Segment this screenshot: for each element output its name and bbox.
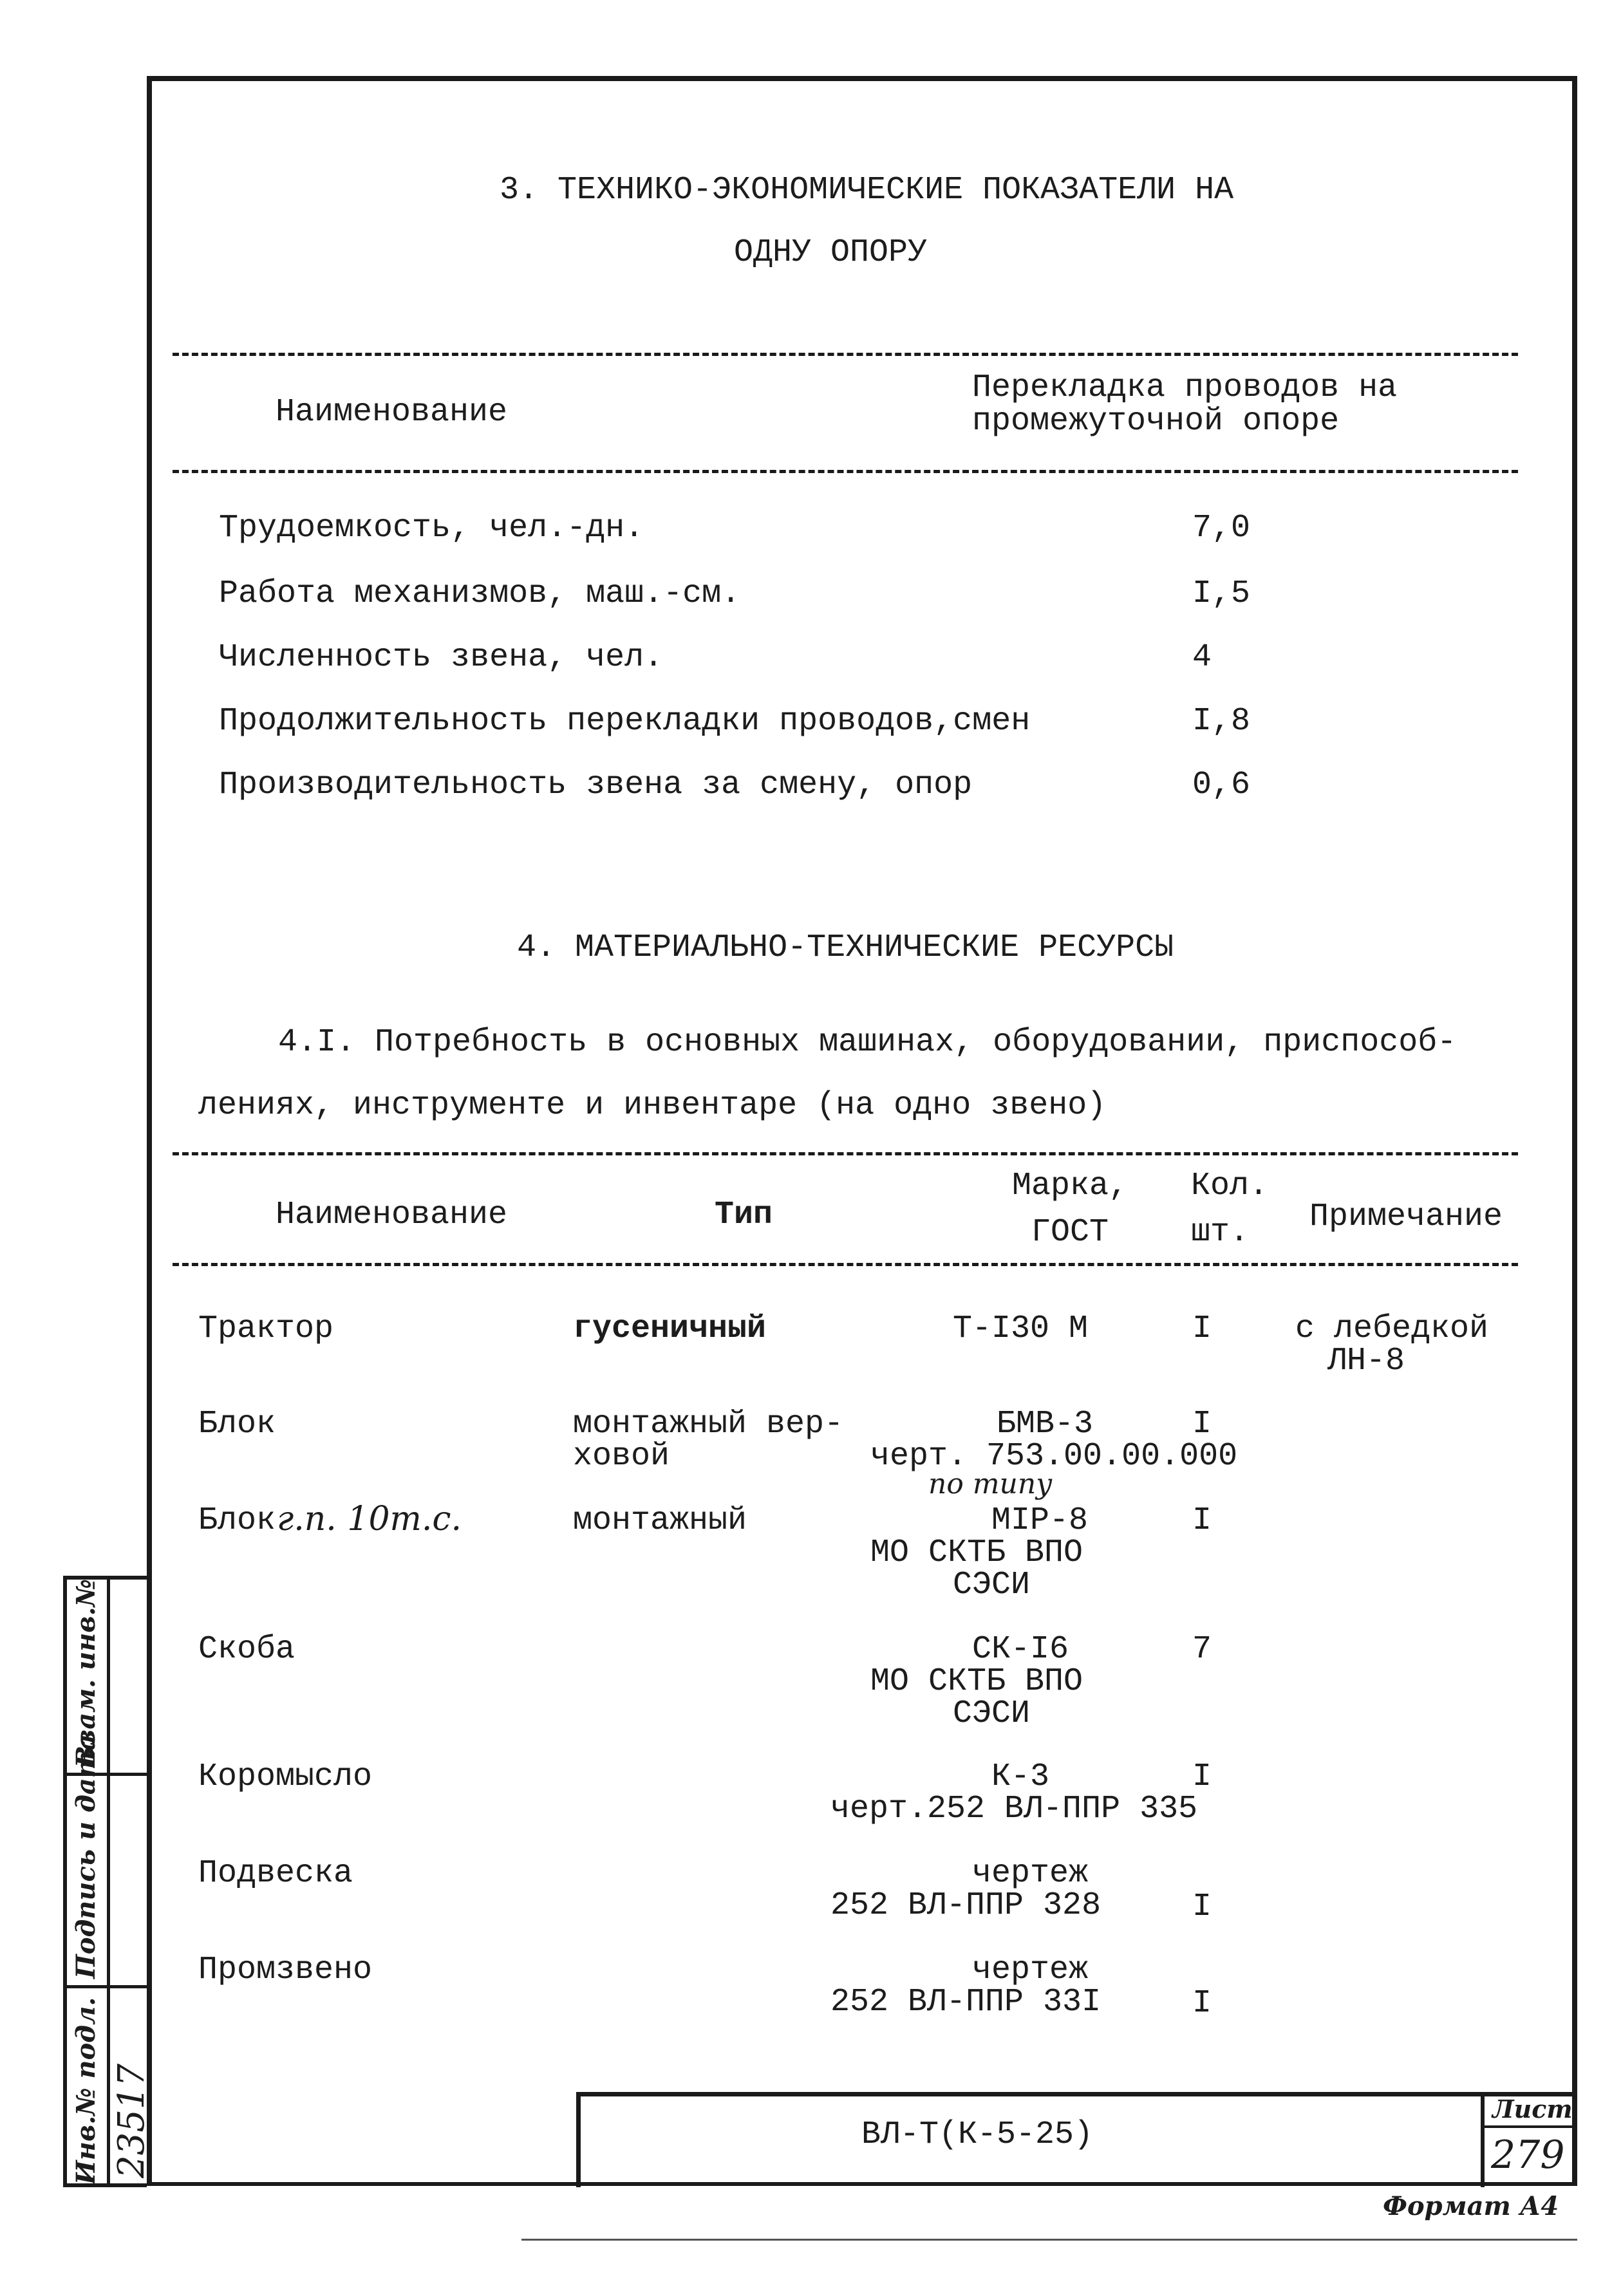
indicators-header-value-line2: промежуточной опоре (972, 403, 1340, 440)
table-top-rule (173, 353, 1518, 356)
resource-type-line1: монтажный вер- (573, 1406, 844, 1442)
resources-header-mark-line2: ГОСТ (1031, 1214, 1109, 1251)
indicator-name: Трудоемкость, чел.-дн. (219, 510, 644, 546)
title-block-divider (1481, 2125, 1577, 2128)
resource-name: Промзвено (198, 1952, 373, 1988)
indicator-value: 7,0 (1192, 510, 1251, 546)
resources-top-rule (173, 1152, 1518, 1155)
resource-mark-handwritten: по типу (928, 1468, 1053, 1500)
resource-qty: 7 (1192, 1631, 1212, 1668)
resource-note-line2: ЛН-8 (1327, 1343, 1405, 1379)
resource-mark-line3: СЭСИ (953, 1695, 1031, 1732)
side-stamp (63, 1576, 153, 2187)
indicators-header-name: Наименование (276, 394, 508, 431)
section4-paragraph-line1: 4.I. Потребность в основных машинах, оборудовании, приспособ- (278, 1024, 1457, 1061)
indicator-name: Производительность звена за смену, опор (219, 767, 973, 803)
resource-mark-line1: чертеж (972, 1952, 1089, 1988)
resource-mark-line1: СК-I6 (972, 1631, 1069, 1668)
resource-name-handwritten: г.п. 10т.с. (277, 1500, 462, 1538)
format-label: Формат А4 (1383, 2191, 1559, 2221)
resource-type: гусеничный (573, 1311, 767, 1347)
resources-header-note: Примечание (1309, 1199, 1503, 1235)
resource-mark: Т-I30 М (953, 1311, 1089, 1347)
resource-name: Скоба (198, 1631, 295, 1668)
resource-mark-line2: МО СКТБ ВПО (870, 1663, 1083, 1700)
resource-name: Блок (198, 1502, 276, 1539)
resource-qty: I (1192, 1759, 1212, 1795)
indicator-name: Работа механизмов, маш.-см. (219, 575, 741, 612)
resources-header-name: Наименование (276, 1197, 508, 1233)
sheet-label: Лист (1492, 2095, 1573, 2123)
resource-name: Коромысло (198, 1759, 373, 1795)
resource-type-line2: ховой (573, 1438, 670, 1475)
resource-type: монтажный (573, 1502, 747, 1539)
resource-mark-line2: МО СКТБ ВПО (870, 1535, 1083, 1571)
section4-title: 4. МАТЕРИАЛЬНО-ТЕХНИЧЕСКИЕ РЕСУРСЫ (517, 929, 1174, 966)
resource-qty: I (1192, 1311, 1212, 1347)
stamp-divider (67, 1985, 147, 1988)
stamp-replace-label: Взам. инв.№ (71, 1578, 101, 1768)
resource-mark-line1: К-3 (991, 1759, 1050, 1795)
resource-qty: I (1192, 1502, 1212, 1539)
resource-mark-line1: БМВ-3 (997, 1406, 1094, 1442)
resource-mark-line2: черт. 753.00.00.000 (870, 1438, 1238, 1475)
resources-header-mark-line1: Марка, (1012, 1168, 1129, 1204)
resource-mark-line1: МIР-8 (991, 1502, 1089, 1539)
resource-qty: I (1192, 1406, 1212, 1442)
resource-mark-line2: 252 ВЛ-ППР 33I (830, 1984, 1101, 2021)
resource-mark-line3: СЭСИ (953, 1567, 1031, 1603)
resource-mark-line2: 252 ВЛ-ППР 328 (830, 1887, 1101, 1924)
title-block-divider (1481, 2092, 1485, 2187)
section3-title-line1: 3. ТЕХНИКО-ЭКОНОМИЧЕСКИЕ ПОКАЗАТЕЛИ НА (500, 172, 1234, 209)
resource-name: Трактор (198, 1311, 334, 1347)
resource-qty: I (1192, 1985, 1212, 2022)
scan-edge-line (521, 2239, 1577, 2241)
indicators-header-value-line1: Перекладка проводов на (972, 369, 1398, 406)
resource-name: Блок (198, 1406, 276, 1442)
resource-note-line1: с лебедкой (1295, 1311, 1489, 1347)
resources-header-rule (173, 1263, 1518, 1266)
section3-title-line2: ОДНУ ОПОРУ (734, 234, 928, 271)
stamp-inv-label: Инв.№ подл. (71, 1997, 101, 2185)
indicator-name: Численность звена, чел. (219, 639, 664, 676)
resources-header-type: Тип (715, 1197, 773, 1233)
indicator-value: 4 (1192, 639, 1212, 676)
stamp-inv-number: 23517 (111, 2063, 153, 2178)
indicator-value: I,8 (1192, 703, 1251, 740)
indicator-name: Продолжительность перекладки проводов,смен (219, 703, 1031, 740)
resources-header-qty-line1: Кол. (1191, 1168, 1269, 1204)
resource-qty: I (1192, 1889, 1212, 1925)
indicator-value: 0,6 (1192, 767, 1251, 803)
indicator-value: I,5 (1192, 575, 1251, 612)
section4-paragraph-line2: лениях, инструменте и инвентаре (на одно звено) (198, 1087, 1107, 1124)
resources-header-qty-line2: шт. (1191, 1214, 1250, 1251)
stamp-sign-label: Подпись и дата (71, 1733, 101, 1979)
resource-name: Подвеска (198, 1855, 353, 1892)
resource-mark-line2: черт.252 ВЛ-ППР 335 (830, 1791, 1198, 1827)
resource-mark-line1: чертеж (972, 1855, 1089, 1892)
table-header-rule (173, 470, 1518, 473)
document-code: ВЛ-Т(К-5-25) (861, 2116, 1094, 2153)
stamp-divider (107, 1580, 110, 2183)
sheet-number: 279 (1491, 2133, 1565, 2178)
